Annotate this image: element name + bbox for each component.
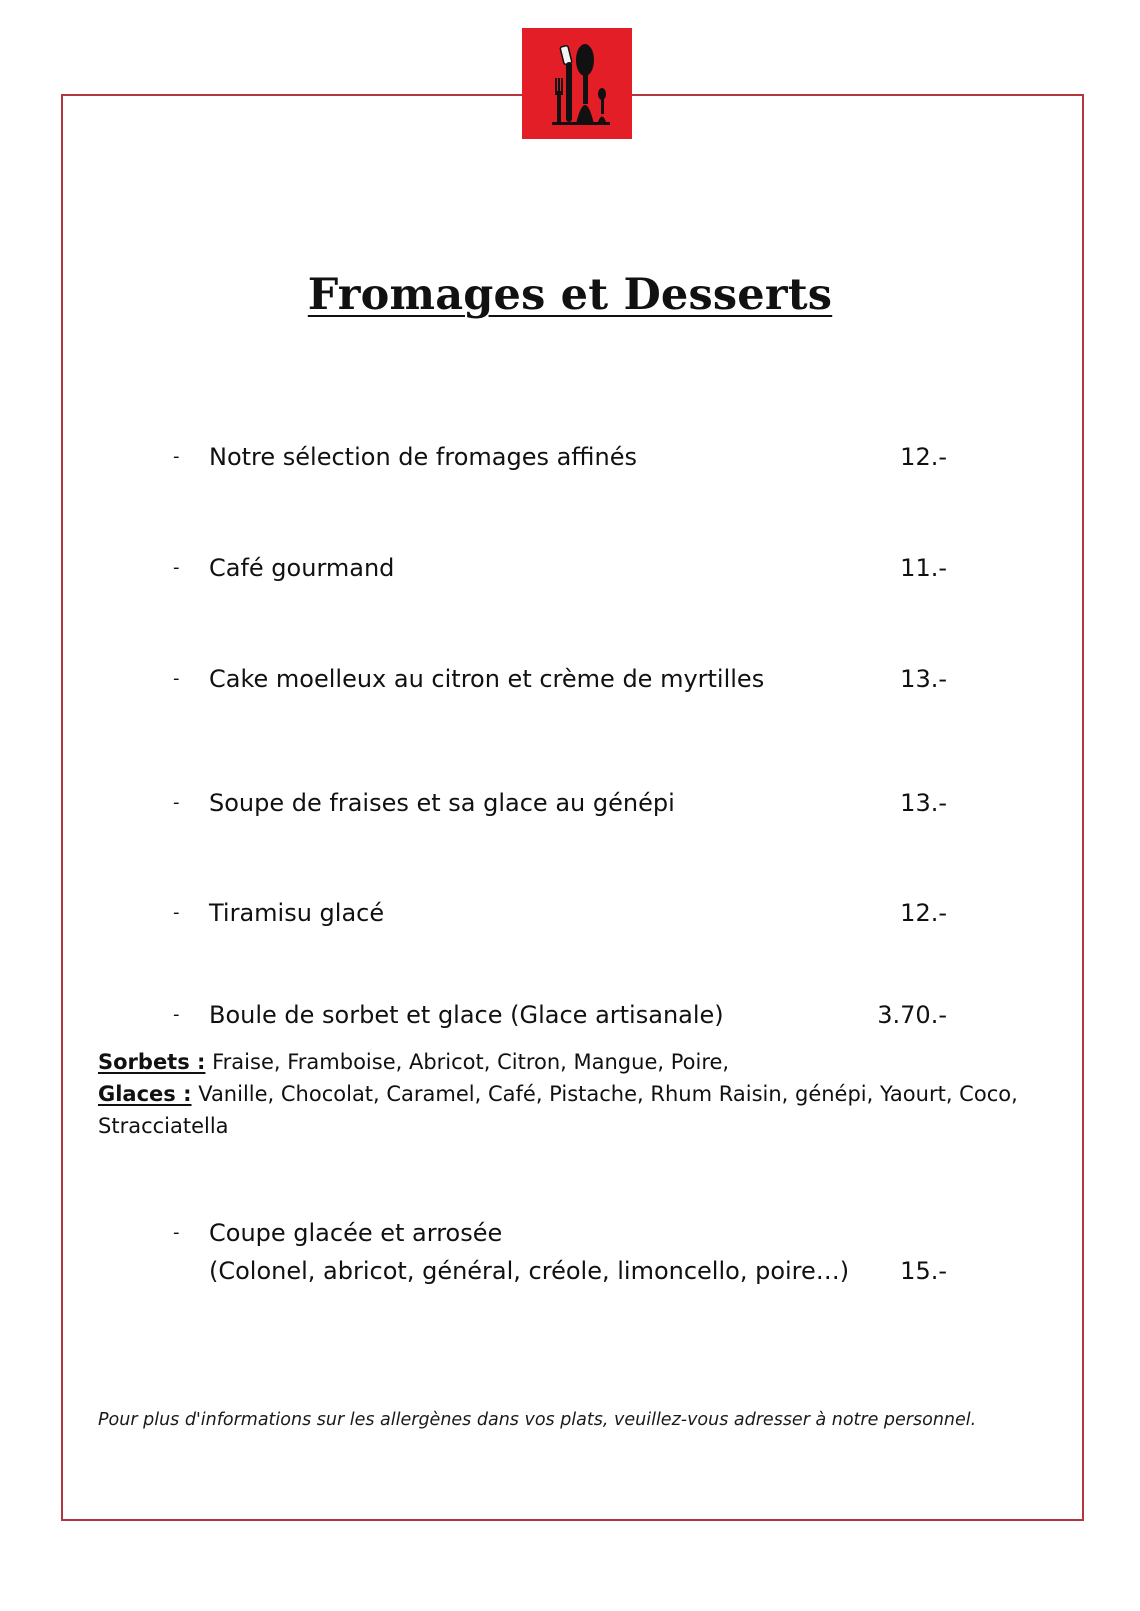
menu-item-bullet: - [173, 446, 180, 467]
menu-item [0, 659, 1140, 699]
menu-item-label: Coupe glacée et arrosée [209, 1219, 503, 1247]
glaces-flavours-continued: Stracciatella [98, 1114, 229, 1138]
menu-item [0, 995, 1140, 1035]
menu-title: Fromages et Desserts [307, 270, 833, 320]
glaces-flavours: Vanille, Chocolat, Caramel, Café, Pistache, Rhum Raisin, génépi, Yaourt, Coco, [198, 1082, 1018, 1106]
menu-item-bullet: - [173, 792, 180, 813]
glaces-heading: Glaces : [98, 1082, 192, 1106]
menu-item-label: Boule de sorbet et glace (Glace artisanale) [209, 1001, 724, 1029]
menu-item-bullet: - [173, 557, 180, 578]
menu-item [0, 437, 1140, 477]
cutlery-icon [522, 28, 632, 139]
menu-item-bullet: - [173, 1222, 180, 1243]
menu-item-price: 3.70.- [877, 1001, 947, 1029]
menu-item-price: 12.- [900, 443, 947, 471]
restaurant-logo [522, 28, 632, 139]
menu-item-price: 12.- [900, 899, 947, 927]
menu-item-price: 11.- [900, 554, 947, 582]
menu-item-label: Cake moelleux au citron et crème de myrtilles [209, 665, 765, 693]
menu-item [0, 893, 1140, 933]
menu-item-bullet: - [173, 902, 180, 923]
menu-item-coupe [0, 1213, 1140, 1293]
sorbets-heading: Sorbets : [98, 1050, 206, 1074]
sorbets-line [98, 1046, 1048, 1078]
menu-item-detail: (Colonel, abricot, général, créole, limoncello, poire…) [209, 1257, 850, 1285]
menu-item-label: Notre sélection de fromages affinés [209, 443, 637, 471]
menu-item-label: Café gourmand [209, 554, 395, 582]
menu-item-price: 13.- [900, 789, 947, 817]
glaces-line [98, 1078, 1048, 1110]
allergen-note: Pour plus d'informations sur les allergènes dans vos plats, veuillez-vous adresser à notre personnel. [98, 1410, 977, 1430]
sorbets-flavours: Fraise, Framboise, Abricot, Citron, Mangue, Poire, [212, 1050, 730, 1074]
menu-item [0, 783, 1140, 823]
menu-item-bullet: - [173, 1004, 180, 1025]
menu-item-label: Tiramisu glacé [209, 899, 385, 927]
menu-item-label: Soupe de fraises et sa glace au génépi [209, 789, 675, 817]
flavour-list [98, 1046, 1048, 1142]
menu-item-bullet: - [173, 668, 180, 689]
menu-item [0, 548, 1140, 588]
menu-item-price: 15.- [900, 1257, 947, 1285]
menu-item-price: 13.- [900, 665, 947, 693]
